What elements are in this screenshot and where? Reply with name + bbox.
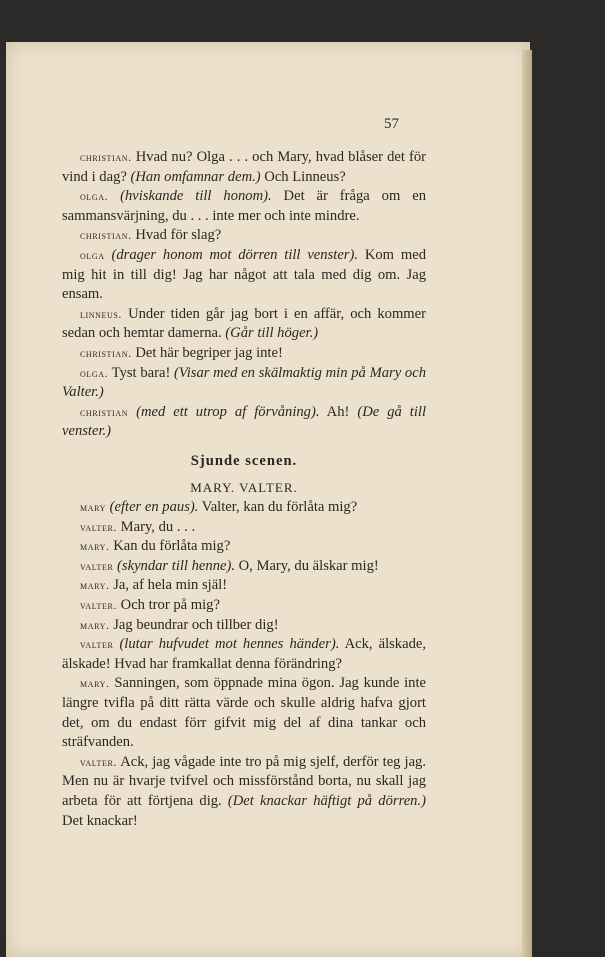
stage-direction: (efter en paus).: [109, 499, 199, 516]
dialogue-line: [62, 148, 426, 187]
line-text-tail: O, Mary, du älskar mig!: [234, 557, 379, 574]
stage-direction: (hviskande till honom).: [120, 188, 272, 205]
line-text: [108, 188, 120, 204]
speaker-name: olga: [80, 247, 105, 262]
line-text: Tyst bara!: [108, 364, 175, 381]
dialogue-line: [62, 674, 426, 752]
speaker-name: olga.: [80, 365, 109, 380]
speaker-name: mary: [80, 500, 106, 515]
line-text-tail: Valter, kan du förlåta mig?: [198, 499, 358, 516]
line-text: [128, 404, 136, 420]
dialogue-line: [62, 537, 426, 557]
speaker-name: valter: [80, 558, 114, 573]
line-text: Jag beundrar och tillber dig!: [109, 616, 279, 633]
page-edge: [522, 50, 532, 957]
stage-direction: (Han omfamnar dem.): [130, 168, 261, 185]
scene-heading: Sjunde scenen.: [190, 452, 298, 469]
line-text: Ja, af hela min själ!: [109, 577, 228, 594]
line-text: Hvad nu? Olga . . . och Mary, hvad blåser det för vind i dag?: [62, 149, 426, 185]
dialogue-line: [62, 226, 426, 246]
line-text: Ack, jag vågade inte tro på mig sjelf, derför teg jag. Men nu är hvarje tvifvel och missförstånd borta, nu skall jag arbeta för att förtjena dig.: [62, 753, 426, 809]
stage-direction: (Visar med en skälmaktig min på Mary och Valter.): [62, 364, 426, 401]
dialogue-line: [62, 753, 426, 831]
speaker-name: valter.: [80, 598, 117, 613]
speaker-name: mary.: [80, 539, 110, 554]
stage-direction: (Går till höger.): [225, 325, 319, 342]
speaker-name: christian.: [80, 228, 132, 243]
dialogue-line: [62, 518, 426, 538]
speaker-name: mary.: [80, 578, 110, 593]
dialogue-line: [62, 344, 426, 364]
speaker-name: christian: [80, 404, 129, 419]
speaker-name: valter: [80, 637, 114, 652]
speaker-name: linneus.: [80, 306, 123, 321]
speaker-name: mary.: [80, 676, 110, 691]
speaker-name: mary.: [80, 617, 110, 632]
dialogue-line: [62, 403, 426, 442]
speaker-name: valter.: [80, 754, 117, 769]
line-text-tail: Kom med mig hit in till dig! Jag har något att tala med dig om. Jag ensam.: [62, 246, 426, 303]
stage-direction: (med ett utrop af förvåning).: [136, 403, 320, 420]
stage-direction: (Det knackar häftigt på dörren.): [227, 793, 426, 809]
dialogue-block-2: [62, 498, 426, 831]
line-text: Och tror på mig?: [117, 597, 220, 614]
dialogue-line: [62, 635, 426, 674]
page-body: [62, 148, 426, 831]
speaker-name: valter.: [80, 519, 117, 534]
dialogue-line: [62, 246, 426, 305]
dialogue-block-1: [62, 148, 426, 442]
line-text: Kan du förlåta mig?: [109, 538, 231, 555]
line-text-tail: Ah!: [319, 403, 358, 420]
dialogue-line: [62, 616, 426, 636]
dialogue-line: [62, 557, 426, 577]
line-text-tail: Det knackar!: [62, 812, 138, 829]
line-text-tail: Och Linneus?: [260, 168, 346, 185]
dialogue-line: [62, 305, 426, 344]
line-text: Under tiden går jag bort i en affär, och kommer sedan och hemtar damerna.: [62, 305, 426, 342]
dialogue-line: [62, 576, 426, 596]
dialogue-line: [62, 498, 426, 518]
dialogue-line: [62, 187, 426, 226]
line-text: Sanningen, som öppnade mina ögon. Jag kunde inte längre tvifla på ditt rätta värde och skulle aldrig hafva gjort det, om du endast förr gifvit mig del af dina tankar och sträfvanden.: [62, 675, 426, 751]
stage-direction: (drager honom mot dörren till venster).: [111, 246, 358, 263]
line-text: Hvad för slag?: [131, 227, 222, 244]
stage-direction: (De gå till venster.): [62, 403, 427, 440]
cast-list: MARY. VALTER.: [190, 479, 298, 495]
dialogue-line: [62, 596, 426, 616]
line-text-tail: Ack, älskade, älskade! Hvad har framkallat denna förändring?: [62, 636, 426, 672]
speaker-name: christian.: [80, 150, 132, 164]
page-number: 57: [384, 116, 399, 132]
line-text: Mary, du . . .: [117, 518, 196, 535]
speaker-name: olga.: [80, 189, 109, 204]
line-text-tail: Det är fråga om en sammansvärjning, du . . . inte mer och inte mindre.: [62, 188, 427, 224]
speaker-name: christian.: [80, 345, 132, 360]
stage-direction: (skyndar till henne).: [117, 557, 235, 574]
stage-direction: (lutar hufvudet mot hennes händer).: [119, 636, 340, 653]
line-text: Det här begriper jag inte!: [131, 344, 283, 361]
dialogue-line: [62, 364, 426, 403]
